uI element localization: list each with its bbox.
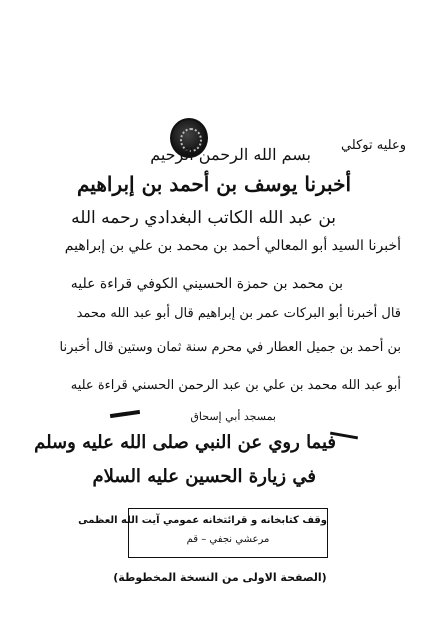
manuscript-line-9: بمسجد أبي إسحاق: [190, 410, 276, 423]
manuscript-line-4: أخبرنا السيد أبو المعالي أحمد بن محمد بن علي بن إبراهيم: [64, 238, 401, 254]
manuscript-line-3: بن عبد الله الكاتب البغدادي رحمه الله: [71, 208, 336, 228]
manuscript-line-8: أبو عبد الله محمد بن علي بن عبد الرحمن الحسني قراءة عليه: [70, 378, 401, 393]
manuscript-line-7: بن أحمد بن جميل العطار في محرم سنة ثمان وستين قال أخبرنا: [59, 340, 401, 355]
ink-flourish: [110, 410, 140, 418]
basmala-line: بسم الله الرحمن الرحيم: [150, 145, 311, 164]
stamp-line-1: وقف كتابخانه و قرائتخانه عمومي آيت الله العظمى: [78, 515, 327, 526]
margin-note: وعليه توكلي: [340, 138, 406, 153]
page-caption: (الصفحة الاولى من النسخة المخطوطة): [113, 571, 327, 584]
manuscript-line-6: قال أخبرنا أبو البركات عمر بن إبراهيم قال أبو عبد الله محمد: [76, 306, 401, 321]
manuscript-line-5: بن محمد بن حمزة الحسيني الكوفي قراءة عليه: [70, 276, 343, 292]
stamp-line-2: مرعشي نجفي – قم: [186, 534, 270, 545]
library-stamp: [78, 508, 328, 558]
manuscript-line-2: أخبرنا يوسف بن أحمد بن إبراهيم: [77, 172, 351, 196]
manuscript-line-10: فيما روي عن النبي صلى الله عليه وسلم: [34, 432, 336, 453]
manuscript-line-11: في زيارة الحسين عليه السلام: [92, 466, 316, 487]
